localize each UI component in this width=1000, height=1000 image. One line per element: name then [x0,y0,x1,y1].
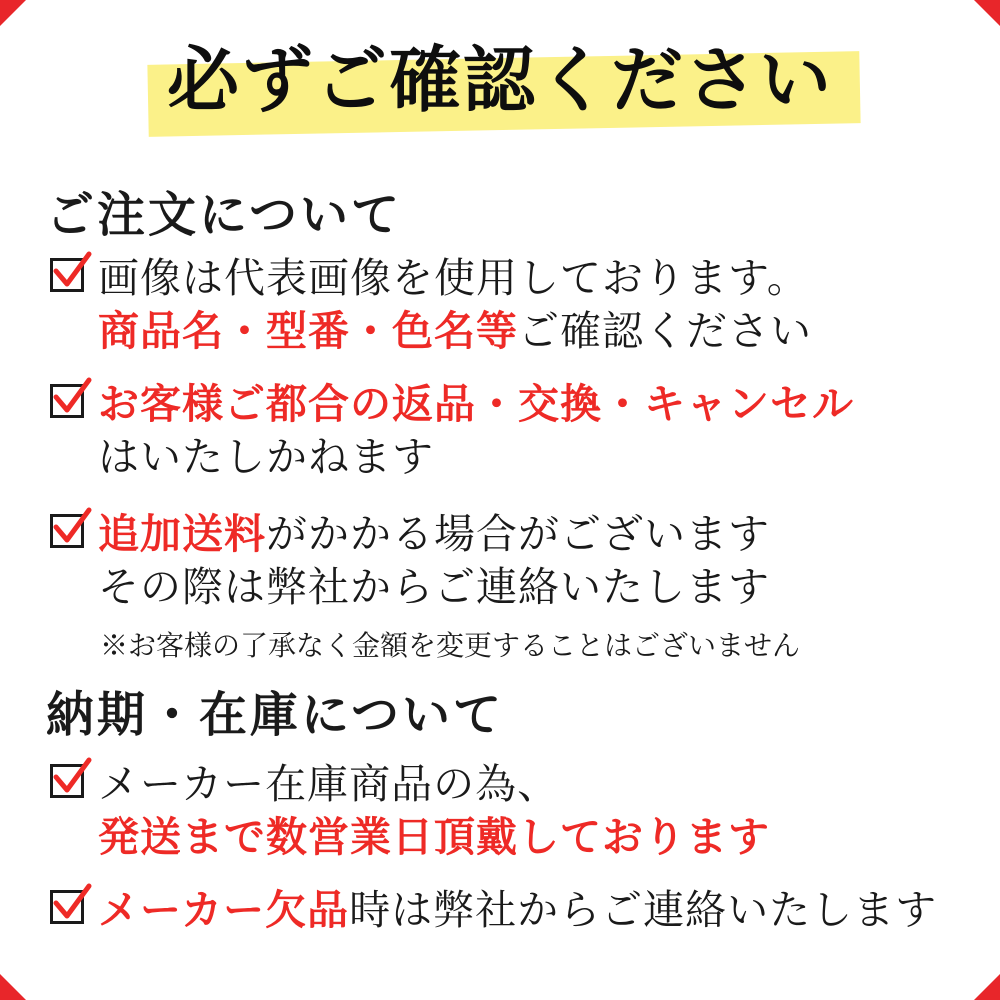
notice-line [98,252,970,305]
notice-text-red: お客様ご都合の返品・交換・キャンセル [98,380,854,428]
corner-decoration-top-right [974,0,1000,26]
notice-item [50,884,970,937]
page-title: 必ずご確認ください [166,37,833,122]
notice-line [98,811,970,864]
notice-line [98,884,970,937]
section-heading-order: ご注文について [46,187,403,243]
corner-decoration-top-left [0,0,26,26]
notice-text-black: 時は弊社からご連絡いたします [349,886,938,934]
notice-item [50,252,970,359]
page-title-wrap [0,37,1000,122]
checkbox-icon [50,764,88,802]
notice-line [98,758,970,811]
notice-text-red: 発送まで数営業日頂戴しております [98,813,770,862]
checkbox-icon [50,258,88,296]
notice-line [98,561,970,614]
notice-text-red: メーカー欠品 [98,886,350,934]
check-mark-icon [52,883,92,925]
notice-item [50,508,970,615]
notice-text-red: 追加送料 [98,510,266,558]
notice-text-black: がかかる場合がございます [266,510,770,558]
section-heading-delivery: 納期・在庫について [46,687,505,743]
corner-decoration-bottom-right [974,974,1000,1000]
notice-text-black: 画像は代表画像を使用しております。 [98,254,809,302]
notice-text-black: その際は弊社からご連絡いたします [98,563,770,612]
notice-item [50,758,970,865]
notice-line [98,305,970,358]
notice-line [98,508,970,561]
check-mark-icon [52,377,92,419]
notice-line [98,378,970,431]
notice-line [98,431,970,484]
checkbox-icon [50,384,88,422]
notice-text-black: メーカー在庫商品の為、 [98,760,560,808]
checkbox-icon [50,890,88,928]
notice-text-red: 商品名・型番・色名等 [98,307,518,356]
notice-text-black: ご確認ください [518,307,812,356]
check-mark-icon [52,251,92,293]
checkbox-icon [50,514,88,552]
check-mark-icon [52,507,92,549]
notice-item [50,378,970,485]
corner-decoration-bottom-left [0,974,26,1000]
check-mark-icon [52,757,92,799]
notice-text-black: はいたしかねます [98,433,434,482]
notice-footnote: ※お客様の了承なく金額を変更することはございません [100,629,801,662]
